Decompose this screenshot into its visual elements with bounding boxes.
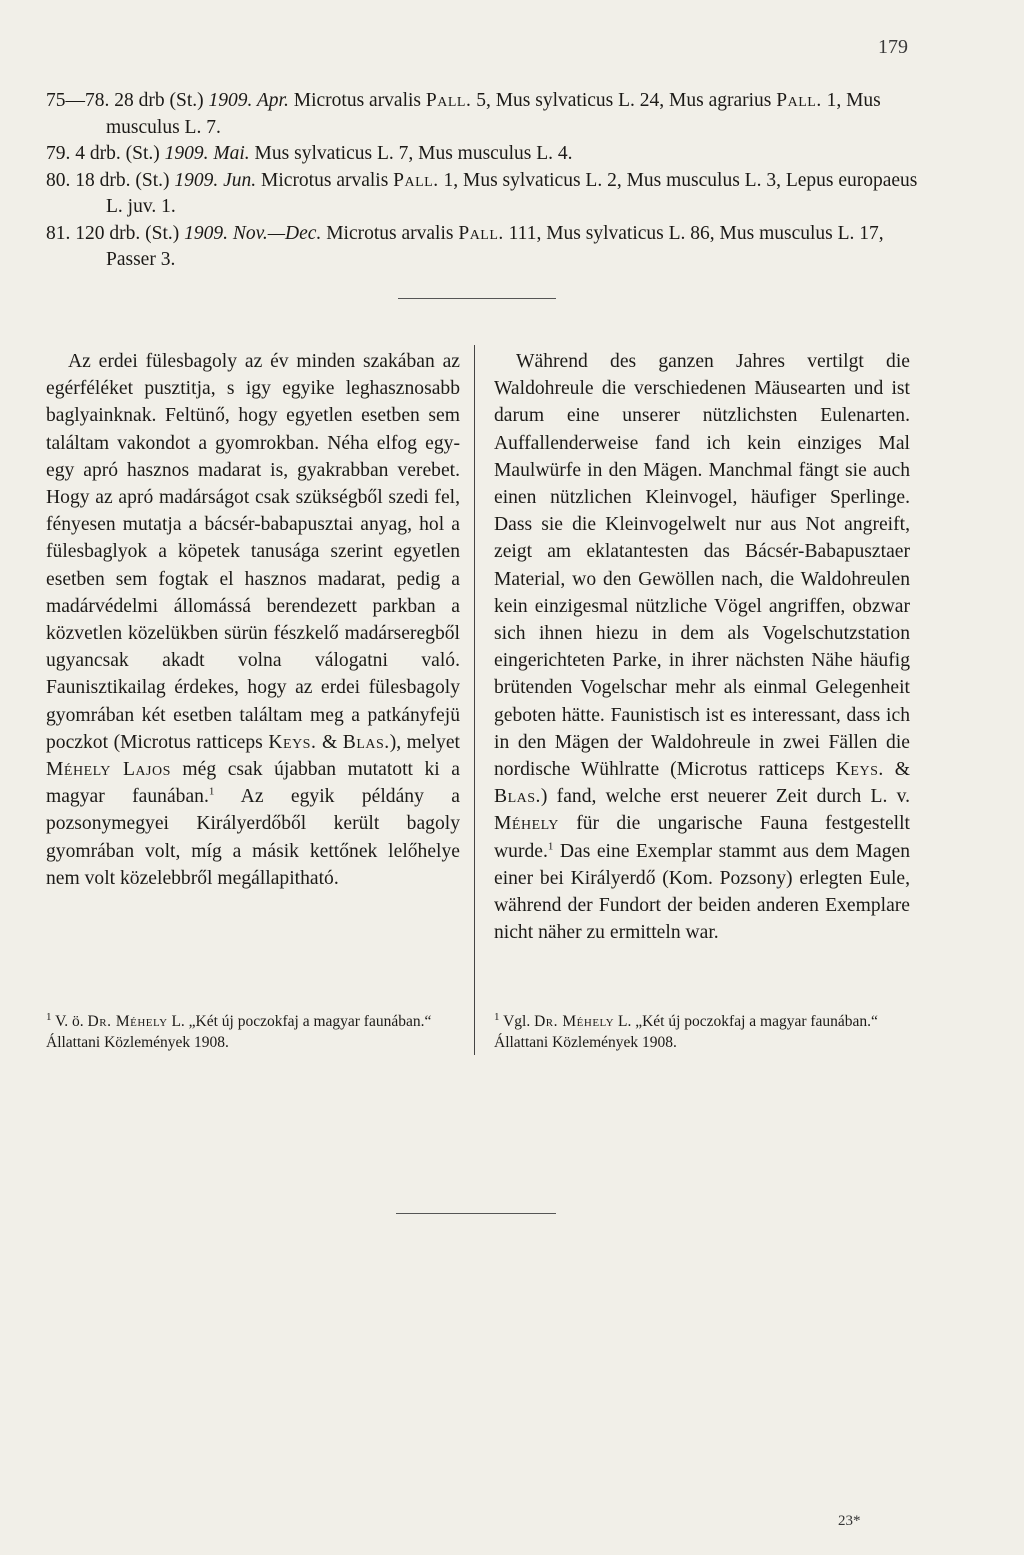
footnote-number: 1 bbox=[494, 1010, 500, 1023]
author-name: Méhely Lajos bbox=[46, 759, 171, 781]
signature-mark: 23* bbox=[838, 1513, 861, 1529]
record-text: 79. 4 drb. (St.) bbox=[46, 143, 165, 164]
record-date: 1909. Mai. bbox=[164, 143, 250, 164]
author-abbrev: Pall. bbox=[425, 90, 472, 111]
record-75-78 bbox=[46, 88, 926, 141]
paragraph-text: & bbox=[883, 759, 910, 781]
record-date: 1909. Apr. bbox=[208, 90, 289, 111]
footnote-text: L. „Két új poczokfaj a magyar faunában.“ Állattani Közlemények 1908. bbox=[46, 1013, 432, 1051]
author-abbrev: Keys. bbox=[835, 759, 884, 781]
author-abbrev: Blas. bbox=[494, 786, 541, 808]
specimen-records bbox=[46, 88, 926, 274]
paragraph-text: Az erdei fülesbagoly az év minden szakában az egérféléket pusztitja, s igy egyike leghasznosabb baglyainknak. Feltünő, hogy egyetlen esetben sem találtam vakondot a gyomrokban. Néha elfog egy-egy apró hasznos madarat is, gyakrabban verebet. Hogy az apró madárságot csak szükségből szedi fel, fényesen mutatja a bácsér-babapusztai anyag, hol a fülesbaglyok a köpetek tanusága szerint egyetlen esetben sem fogtak el hasznos madarat, pedig a madárvédelmi állomássá berendezett parkban a közvetlen közelükben sürün fészkelő madárseregből ugyancsak akadt volna válogatni való. Faunisztikailag érdekes, hogy az erdei fülesbagoly gyomrában két esetben találtam meg a patkányfejü poczkot (Microtus ratticeps bbox=[46, 351, 460, 753]
footnote-german bbox=[494, 1011, 914, 1053]
record-text: Mus sylvaticus L. 7, Mus musculus L. 4. bbox=[249, 143, 573, 164]
paragraph-text: Während des ganzen Jahres vertilgt die Waldohreule die verschiedenen Mäusearten und ist darum eine unserer nützlichsten Eulenarten. Auffallenderweise fand ich kein einziges Mal Maulwürfe in den Mägen. Manchmal fängt sie auch einen nützlichen Kleinvogel, häufiger Sperlinge. Dass sie die Kleinvogelwelt nur aus Not angreift, zeigt am eklatantesten das Bácsér-Babapusztaer Material, wo den Gewöllen nach, die Waldohreulen kein einzigesmal nützliche Vögel angriffen, obzwar sich ihnen hiezu in dem als Vogelschutzstation eingerichteten Parke, in ihrer nächsten Nähe häufig brütenden Vogelschar mehr als einmal Gelegenheit geboten hätte. Faunistisch ist es interessant, dass ich in den Mägen der Waldohreule in zwei Fällen die nordische Wühlratte (Microtus ratticeps bbox=[494, 351, 910, 781]
record-date: 1909. Jun. bbox=[174, 169, 257, 191]
footnote-text: Vgl. bbox=[499, 1013, 535, 1030]
author-name: Méhely bbox=[494, 813, 559, 835]
record-text: Microtus arvalis bbox=[288, 90, 426, 111]
paragraph-text: ), melyet bbox=[389, 731, 460, 753]
paragraph-text: für die ungarische Fauna festgestellt wurde. bbox=[494, 813, 910, 862]
paragraph-text: Das eine Exemplar stammt aus dem Magen einer bei Királyerdő (Kom. Pozsony) erlegten Eule, während der Fundort der beiden anderen Exemplare nicht näher zu ermitteln war. bbox=[494, 840, 910, 944]
hungarian-column bbox=[46, 348, 460, 892]
german-paragraph bbox=[494, 348, 910, 946]
section-divider-bottom bbox=[396, 1213, 556, 1214]
page-number: 179 bbox=[878, 36, 908, 58]
paragraph-text: ) fand, welche erst neuerer Zeit durch L. v. bbox=[540, 786, 910, 808]
author-abbrev: Pall. bbox=[458, 222, 504, 244]
footnote-text: L. „Két új poczokfaj a magyar faunában.“ Állattani Közlemények 1908. bbox=[494, 1013, 878, 1051]
record-text: 5, Mus sylvaticus L. 24, Mus agrarius bbox=[471, 90, 777, 111]
footnote-number: 1 bbox=[46, 1010, 52, 1023]
column-divider bbox=[474, 345, 475, 1055]
author-name: Dr. Méhely bbox=[87, 1013, 168, 1030]
record-text: 75—78. 28 drb (St.) bbox=[46, 90, 209, 111]
record-date: 1909. Nov.—Dec. bbox=[184, 222, 322, 244]
record-79 bbox=[46, 141, 926, 168]
author-name: Dr. Méhely bbox=[534, 1013, 615, 1030]
author-abbrev: Keys. bbox=[268, 731, 317, 753]
paragraph-text: Az egyik példány a pozsonymegyei Királyerdőből került bagoly gyomrában volt, míg a másik kettőnek lelőhelye nem volt közelebbről megállapitható. bbox=[46, 786, 460, 889]
paragraph-text: még csak újabban mutatott ki a magyar faunában. bbox=[46, 759, 460, 808]
paragraph-text: & bbox=[316, 731, 343, 753]
author-abbrev: Blas. bbox=[342, 731, 390, 753]
author-abbrev: Pall. bbox=[393, 169, 439, 191]
record-text: 81. 120 drb. (St.) bbox=[46, 222, 185, 244]
record-81 bbox=[46, 221, 926, 274]
footnote-marker: 1 bbox=[547, 840, 554, 853]
record-text: 1, Mus musculus L. 7. bbox=[106, 90, 881, 138]
record-text: 80. 18 drb. (St.) bbox=[46, 169, 175, 191]
footnote-hungarian bbox=[46, 1011, 460, 1053]
hungarian-paragraph bbox=[46, 348, 460, 892]
german-column bbox=[494, 348, 910, 946]
section-divider-top bbox=[398, 298, 556, 299]
record-80 bbox=[46, 168, 926, 221]
record-text: 1, Mus sylvaticus L. 2, Mus musculus L. 3, Lepus europaeus L. juv. 1. bbox=[106, 169, 918, 217]
record-text: Microtus arvalis bbox=[256, 169, 394, 191]
footnote-marker: 1 bbox=[208, 785, 215, 798]
footnote-text: V. ö. bbox=[51, 1013, 88, 1030]
author-abbrev: Pall. bbox=[776, 90, 822, 111]
record-text: 111, Mus sylvaticus L. 86, Mus musculus L. 17, Passer 3. bbox=[106, 222, 884, 270]
record-text: Microtus arvalis bbox=[321, 222, 459, 244]
